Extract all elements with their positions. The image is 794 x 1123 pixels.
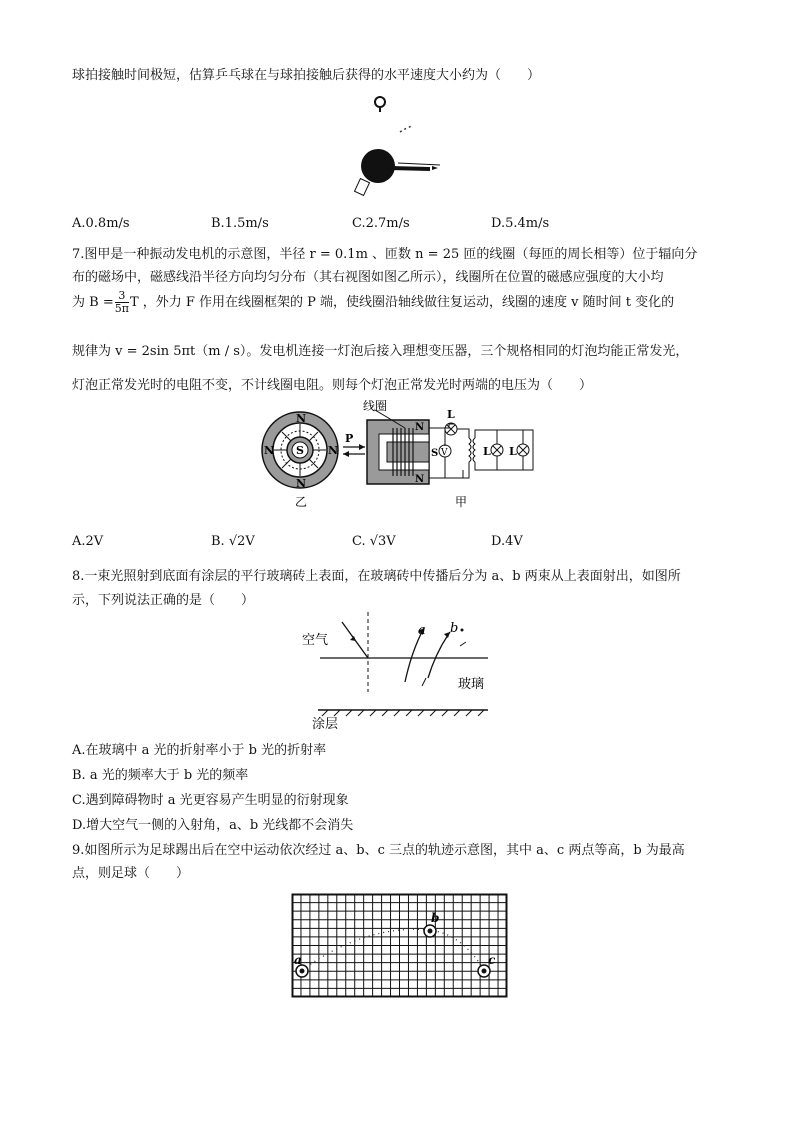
q7-label-v: V xyxy=(441,448,448,458)
q7-fraction-den: 5π xyxy=(114,302,129,315)
q9-label-c: c xyxy=(488,953,496,967)
q7-pole-s-center: S xyxy=(296,444,304,457)
q9-grid-lines xyxy=(292,894,507,997)
q8-label-a: a xyxy=(418,623,426,638)
q7-label-l-mid: L xyxy=(483,445,491,458)
q7-label-jia: 甲 xyxy=(455,495,468,509)
q9-line-2: 点，则足球（ ） xyxy=(72,866,190,881)
q8-label-coating: 涂层 xyxy=(312,717,339,732)
q8-glass-figure xyxy=(300,612,500,730)
q7-fraction xyxy=(115,290,129,315)
q7-pole-n-left: N xyxy=(264,444,275,457)
q7-pole-n-right: N xyxy=(328,444,339,457)
q8-option-c: C.遇到障碍物时 a 光更容易产生明显的衍射现象 xyxy=(72,793,349,808)
q7-line-3-pre: 为 B = xyxy=(72,295,114,310)
q7-fraction-num: 3 xyxy=(115,290,129,303)
q7-label-l-top: L xyxy=(447,408,455,421)
q8-option-d: D.增大空气一侧的入射角，a、b 光线都不会消失 xyxy=(72,818,354,833)
q8-line-2: 示，下列说法正确的是（ ） xyxy=(72,593,255,608)
q6-paddle-figure xyxy=(340,92,470,202)
q6-option-c: C.2.7m/s xyxy=(352,216,410,231)
q7-pole-n-top: N xyxy=(296,412,307,425)
q7-label-coil: 线圈 xyxy=(363,399,388,413)
q8-label-glass: 玻璃 xyxy=(458,677,485,692)
q7-label-p: P xyxy=(345,432,354,445)
q8-option-a: A.在玻璃中 a 光的折射率小于 b 光的折射率 xyxy=(72,743,327,758)
q8-label-air: 空气 xyxy=(302,633,329,648)
q7-pole-n-bottom: N xyxy=(296,477,307,490)
q9-label-a: a xyxy=(294,953,302,967)
q8-line-1: 8.一束光照射到底面有涂层的平行玻璃砖上表面，在玻璃砖中传播后分为 a、b 两束从上表面射出，如图所 xyxy=(72,569,681,584)
q7-line-2: 布的磁场中，磁感线沿半径方向均匀分布（其右视图如图乙所示），线圈所在位置的磁感应强度的大小均 xyxy=(72,270,664,285)
q7-line-3-post: T ，外力 F 作用在线圈框架的 P 端，使线圈沿轴线做往复运动，线圈的速度 v 随时间 t 变化的 xyxy=(129,295,675,310)
q9-grid-figure xyxy=(292,894,508,998)
q7-label-yi: 乙 xyxy=(295,495,308,509)
q7-line-1: 7.图甲是一种振动发电机的示意图，半径 r = 0.1m 、匝数 n = 25 匝的线圈（每匝的周长相等）位于辐向分 xyxy=(72,247,698,262)
q7-pole-n-upper: N xyxy=(415,422,425,433)
q7-generator-figure xyxy=(255,398,545,513)
q7-option-d: D.4V xyxy=(491,534,523,549)
q7-option-b: B. √2V xyxy=(211,534,255,549)
q7-pole-n-lower: N xyxy=(415,474,425,485)
q6-stem: 球拍接触时间极短，估算乒乓球在与球拍接触后获得的水平速度大小约为（ ） xyxy=(72,68,541,83)
q8-label-b: b xyxy=(450,621,459,636)
q6-option-d: D.5.4m/s xyxy=(491,216,550,231)
q6-option-a: A.0.8m/s xyxy=(72,216,130,231)
q7-label-l-right: L xyxy=(509,445,517,458)
q7-line-4: 规律为 v = 2sin 5πt（m / s）。发电机连接一灯泡后接入理想变压器，三个规格相同的灯泡均能正常发光， xyxy=(72,344,689,359)
q8-option-b: B. a 光的频率大于 b 光的频率 xyxy=(72,768,249,783)
q9-line-1: 9.如图所示为足球踢出后在空中运动依次经过 a、b、c 三点的轨迹示意图，其中 a、c 两点等高，b 为最高 xyxy=(72,843,685,858)
q7-line-3 xyxy=(72,290,674,315)
q7-pole-s-side: S xyxy=(431,448,439,459)
q9-label-b: b xyxy=(431,911,440,925)
q7-option-c: C. √3V xyxy=(352,534,396,549)
q6-option-b: B.1.5m/s xyxy=(211,216,269,231)
q7-line-5: 灯泡正常发光时的电阻不变，不计线圈电阻。则每个灯泡正常发光时两端的电压为（ ） xyxy=(72,378,593,393)
q9-ball-b xyxy=(424,925,436,937)
q7-option-a: A.2V xyxy=(72,534,104,549)
